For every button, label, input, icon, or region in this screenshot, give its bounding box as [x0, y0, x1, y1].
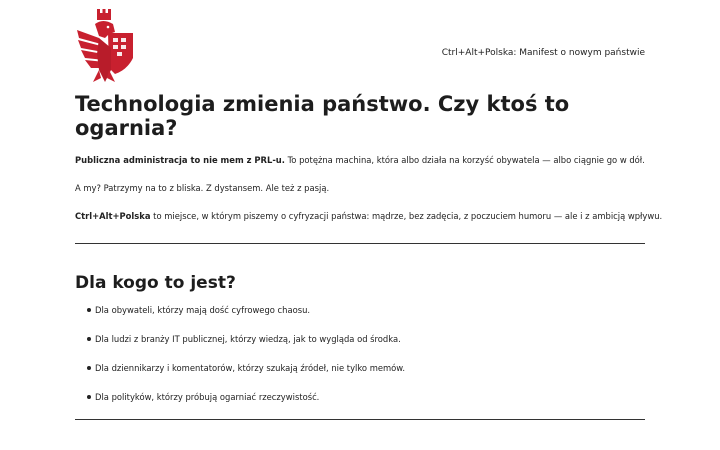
list-item-text: Dla polityków, którzy próbują ogarniać rzeczywistość.	[95, 392, 320, 402]
intro-strong: Publiczna administracja to nie mem z PRL-u.	[75, 155, 285, 165]
audience-heading: Dla kogo to jest?	[75, 273, 236, 293]
intro-paragraph	[75, 154, 645, 166]
second-paragraph: A my? Patrzymy na to z bliska. Z dystansem. Ale też z pasją.	[75, 183, 330, 193]
brand-strong: Ctrl+Alt+Polska	[75, 211, 151, 221]
bullet-icon	[87, 395, 91, 399]
site-title-link[interactable]: Ctrl+Alt+Polska: Manifest o nowym państwie	[441, 48, 645, 58]
site-header	[75, 8, 645, 86]
eagle-logo[interactable]	[75, 8, 137, 86]
intro-rest: To potężna machina, która albo działa na korzyść obywatela — albo ciągnie go w dół.	[284, 155, 645, 165]
bullet-icon	[87, 308, 91, 312]
list-item	[75, 391, 645, 420]
third-paragraph	[75, 210, 663, 222]
list-item	[75, 304, 645, 333]
list-item-text: Dla ludzi z branży IT publicznej, którzy wiedzą, jak to wygląda od środka.	[95, 334, 401, 344]
list-item	[75, 362, 645, 391]
bullet-icon	[87, 337, 91, 341]
bullet-icon	[87, 366, 91, 370]
third-rest: to miejsce, w którym piszemy o cyfryzacji państwa: mądrze, bez zadęcia, z poczuciem humoru — ale i z ambicją wpływu.	[150, 211, 663, 221]
list-item-text: Dla obywateli, którzy mają dość cyfrowego chaosu.	[95, 305, 311, 315]
list-item	[75, 333, 645, 362]
list-item-text: Dla dziennikarzy i komentatorów, którzy szukają źródeł, nie tylko memów.	[95, 363, 406, 373]
page-heading: Technologia zmienia państwo. Czy ktoś to ogarnia?	[75, 92, 570, 140]
main-content	[75, 92, 663, 420]
section-divider	[75, 243, 645, 244]
audience-list	[75, 304, 645, 420]
